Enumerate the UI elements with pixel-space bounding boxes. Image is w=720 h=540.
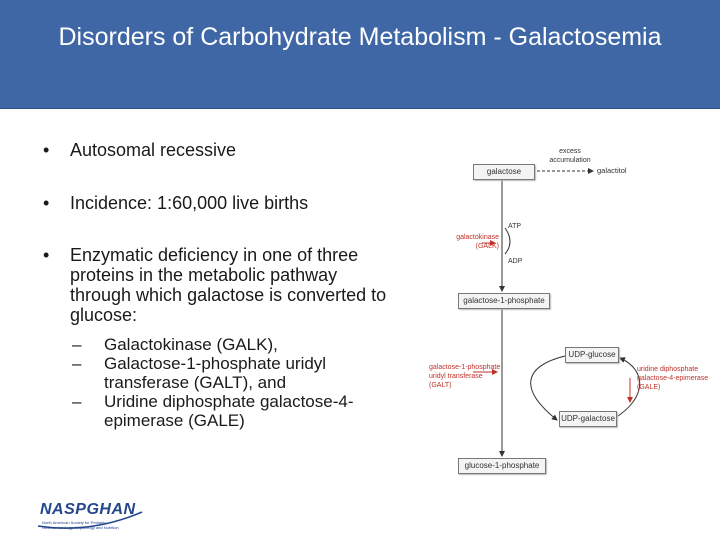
galt-line-2: uridyl transferase [429, 373, 483, 380]
node-galactitol: galactitol [597, 166, 627, 175]
node-galactose: galactose [473, 164, 535, 180]
bullet-text: Autosomal recessive [70, 140, 237, 160]
logo-tagline: North American Society for Pediatric Gastroenterology, Hepatology and Nutrition [42, 520, 119, 530]
sub-bullet-marker: – [72, 354, 82, 373]
title-bar [0, 0, 720, 109]
bullet-item [40, 140, 236, 160]
node-udp-glucose: UDP-glucose [565, 347, 619, 363]
galt-line-3: (GALT) [429, 382, 452, 389]
adp-label: ADP [508, 258, 523, 265]
atp-label: ATP [508, 223, 522, 230]
sub-bullet-marker: – [72, 335, 82, 354]
bullet-marker: • [43, 193, 50, 213]
gale-line-1: uridine diphosphate [637, 366, 699, 373]
galk-line-1: galactokinase [456, 234, 499, 241]
gale-line-3: (GALE) [637, 384, 661, 391]
galk-label [455, 233, 499, 251]
bullet-text: Incidence: 1:60,000 live births [70, 193, 309, 213]
galt-label [429, 363, 507, 390]
excess-label [543, 147, 597, 165]
naspghan-logo [36, 500, 146, 532]
atp-adp-curve [505, 228, 510, 254]
sub-bullet-marker: – [72, 392, 82, 411]
gale-label [637, 365, 713, 392]
galactose-pathway-diagram [425, 130, 715, 485]
node-galactose-1-phosphate: galactose-1-phosphate [458, 293, 550, 309]
sub-bullet-text: Uridine diphosphate galactose-4-epimerase (GALE) [104, 392, 354, 430]
galk-line-2: (GALK) [475, 243, 499, 250]
arrow-to-udp-glucose [615, 358, 640, 418]
bullet-marker: • [43, 245, 50, 265]
slide-title: Disorders of Carbohydrate Metabolism - Galactosemia [58, 23, 662, 51]
bullet-item [40, 193, 308, 213]
node-udp-galactose: UDP-galactose [559, 411, 617, 427]
sub-bullet-text: Galactose-1-phosphate uridyl transferase (GALT), and [104, 354, 327, 392]
sub-bullet-item [72, 335, 400, 354]
sub-bullet-item [72, 354, 400, 392]
accumulation-text: accumulation [549, 157, 591, 164]
galt-line-1: galactose-1-phosphate [429, 364, 501, 371]
node-glucose-1-phosphate: glucose-1-phosphate [458, 458, 546, 474]
bullet-text: Enzymatic deficiency in one of three proteins in the metabolic pathway through which galactose is converted to glucose: [70, 245, 387, 325]
sub-bullet-text: Galactokinase (GALK), [104, 335, 278, 354]
logo-wordmark: NASPGHAN [40, 501, 136, 518]
bullet-marker: • [43, 140, 50, 160]
sub-bullet-item [72, 392, 400, 430]
gale-line-2: galactose-4-epimerase [637, 375, 709, 382]
bullet-item [40, 245, 400, 430]
bullet-main [40, 245, 400, 325]
excess-text: excess [559, 148, 581, 155]
